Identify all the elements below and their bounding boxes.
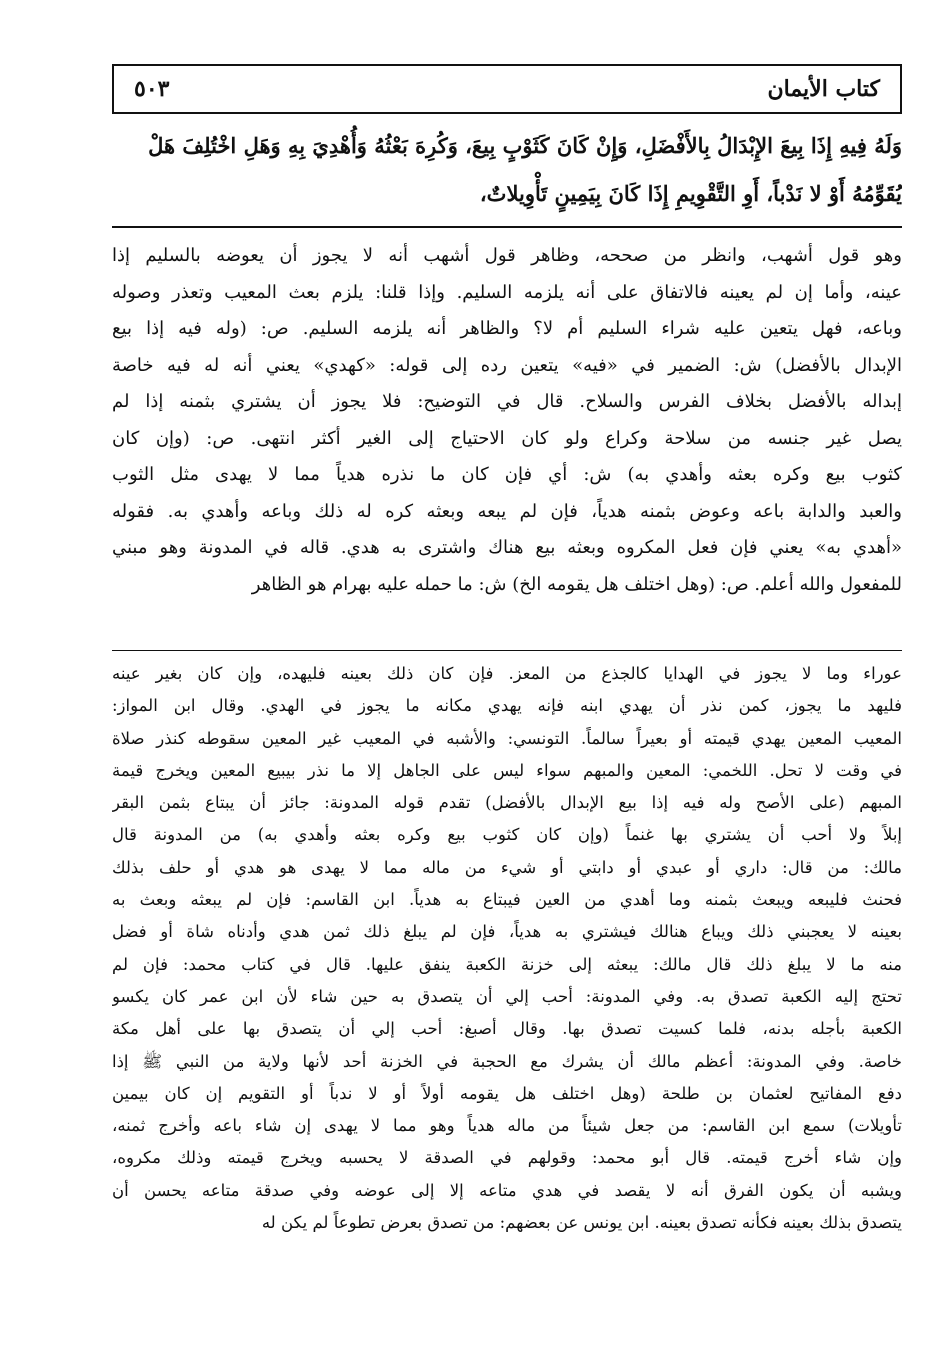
main-text-line: وَلَهُ فِيهِ إِذَا بِيعَ الإِبْدَالُ بِالأَفْضَلِ، وَإِنْ كَانَ كَثَوْبٍ بِيعَ، وَكُرِهَ بَعْثُهُ وَأُهْدِيَ بِهِ وَهَلِ اخْتُلِفَ هَلْ [148, 133, 902, 158]
page-number: ٥٠٣ [134, 76, 170, 102]
commentary-line: «أهدي به» يعني فإن فعل المكروه وبعثه بيع هناك واشترى به هدي. قاله في المدونة وهو مبني [112, 537, 902, 558]
notes-line: عوراء وما لا يجوز في الهدايا كالجذع من المعز. فإن كان ذلك بعينه فليهده، وإن كان بغير عينه [112, 664, 902, 683]
notes-line: دفع المفاتيح لعثمان بن طلحة (وهل اختلف هل يقومه أولاً أو لا ندباً أو التقويم إن كان بيمين [112, 1083, 902, 1103]
notes-line: المعيب المعين يهدي قيمته أو بعيراً سالماً. التونسي: والأشبه في المعيب غير المعين سقوطه كنذر صلاة [112, 728, 902, 748]
commentary-line: كثوب بيع وكره بعثه وأهدي به) ش: أي فإن كان ما نذره هدياً مما لا يهدى مثل الثوب [112, 464, 902, 485]
notes-line: إبلاً ولا أحب أن يشتري بها غنماً (وإن كان كثوب بيع وكره بعثه وأهدي به) من المدونة قال [112, 825, 902, 845]
commentary-line: وباعه، فهل يتعين عليه شراء السليم أم لا؟ والظاهر أنه يلزمه السليم. ص: (وله فيه إذا بيع [112, 318, 902, 339]
commentary-text [112, 238, 902, 603]
commentary-line: للمفعول والله أعلم. ص: (وهل اختلف هل يقومه الخ) ش: ما حمله عليه بهرام هو الظاهر [251, 573, 902, 595]
notes-line: خاصة. وفي المدونة: أعظم مالك أن يشرك مع الحجبة في الخزنة أحد لأنها ولاية من النبي ﷺ إذا [112, 1051, 902, 1071]
main-text [112, 122, 902, 218]
notes-line: تحتج إليه الكعبة تصدق به. وفي المدونة: أحب إلي أن يتصدق به حين شاء لأن ابن عمر كان يكسو [112, 986, 902, 1006]
notes-line: منه ما لا يبلغ ذلك قال مالك: يبعثه إلى خزنة الكعبة ينفق عليها. قال في كتاب محمد: فإن لم [112, 954, 902, 974]
notes-line: في وقت لا تحل. اللخمي: المعين والمبهم سواء ليس على الجاهل إلا ما نذر بيبيع المعين ويخرج قيمة [112, 760, 902, 780]
notes-line: مالك: من قال: داري أو عبدي أو دابتي أو شيء من ماله مما لا يهدى هو هدي أو حلف بذلك [112, 857, 902, 877]
commentary-line: إبداله بالأفضل بخلاف الفرس والسلاح. قال في التوضيح: فلا يجوز أن يشتري بثمنه إذا لم [112, 391, 902, 412]
notes-divider [112, 650, 902, 651]
main-text-divider [112, 226, 902, 228]
marginal-notes [112, 658, 902, 1239]
notes-line: فحنث فليبعه ويبعث بثمنه وما أهدي من العين فيبتاع به هدياً. ابن القاسم: فإن لم يبعثه وبعث به [112, 890, 902, 910]
chapter-title: كتاب الأيمان [767, 76, 880, 102]
notes-line: ويشبه أن يكون الفرق أنه لا يقصد في هدي متاعه إلا إلى عوضه وفي صدقة متاعه يحسن أن [112, 1180, 902, 1200]
notes-line: الكعبة بأجله بدنه، فلما كسيت تصدق بها. وقال أصبغ: أحب إلي أن يتصدق بها على أهل مكة [112, 1019, 902, 1039]
notes-line: فليهد ما يجوز، كمن نذر أن يهدي ابنه فإنه يهدي مكانه ما يجوز في الهدي. وقال ابن المواز: [112, 696, 902, 716]
commentary-line: وهو قول أشهب، وانظر من صححه، وظاهر قول أشهب أنه لا يجوز أن يعوضه بالسليم إذا [112, 245, 902, 266]
notes-line: تأويلات) سمع ابن القاسم: من جعل شيئاً من ماله هدياً وهو مما لا يهدى إن شاء باعه وأخرج ثمنه، [112, 1116, 902, 1136]
page-header [112, 64, 902, 114]
commentary-line: والعبد والدابة باعه وعوض بثمنه هدياً، فإن لم يبعه وبعثه كره له ذلك وباعه وأهدي به. فقوله [112, 500, 902, 522]
notes-line: يتصدق بذلك بعينه فكأنه تصدق بعينه. ابن يونس عن بعضهم: من تصدق بعرض تطوعاً لم يكن له [261, 1213, 902, 1233]
notes-line: وإن شاء أخرج قيمته. قال أبو محمد: وقولهم في الصدقة لا يحسبه ويخرج قيمته وذلك مكروه، [112, 1148, 902, 1168]
main-text-line: يُقَوِّمُهُ أَوْ لا نَدْباً، أَوِ التَّقْوِيمِ إِذَا كَانَ بِيَمِينٍ تَأْوِيلاتٌ، [479, 181, 902, 206]
commentary-line: عينه، وأما إن لم يعينه فالاتفاق على أنه يلزمه السليم. وإذا قلنا: يلزم بعث المعيب وتعذر وصوله [112, 281, 902, 303]
commentary-line: يصل غير جنسه من سلاحة وكراع ولو كان الاحتياج إلى الغير أكثر انتهى. ص: (وإن كان [112, 427, 902, 449]
notes-line: بعينه لا يعجبني ذلك ويباع هنالك فيشتري به هدياً، فإن لم يبلغ ذلك ثمن هدي وأدناه شاة أو فضل [112, 922, 902, 942]
notes-line: المبهم (على الأصح وله فيه إذا بيع الإبدال بالأفضل) تقدم قوله المدونة: جائز أن يبتاع بثمن البقر [112, 793, 902, 813]
commentary-line: الإبدال بالأفضل) ش: الضمير في «فيه» يتعين رده إلى قوله: «كهدي» يعني أنه له فيه خاصة [112, 354, 902, 376]
